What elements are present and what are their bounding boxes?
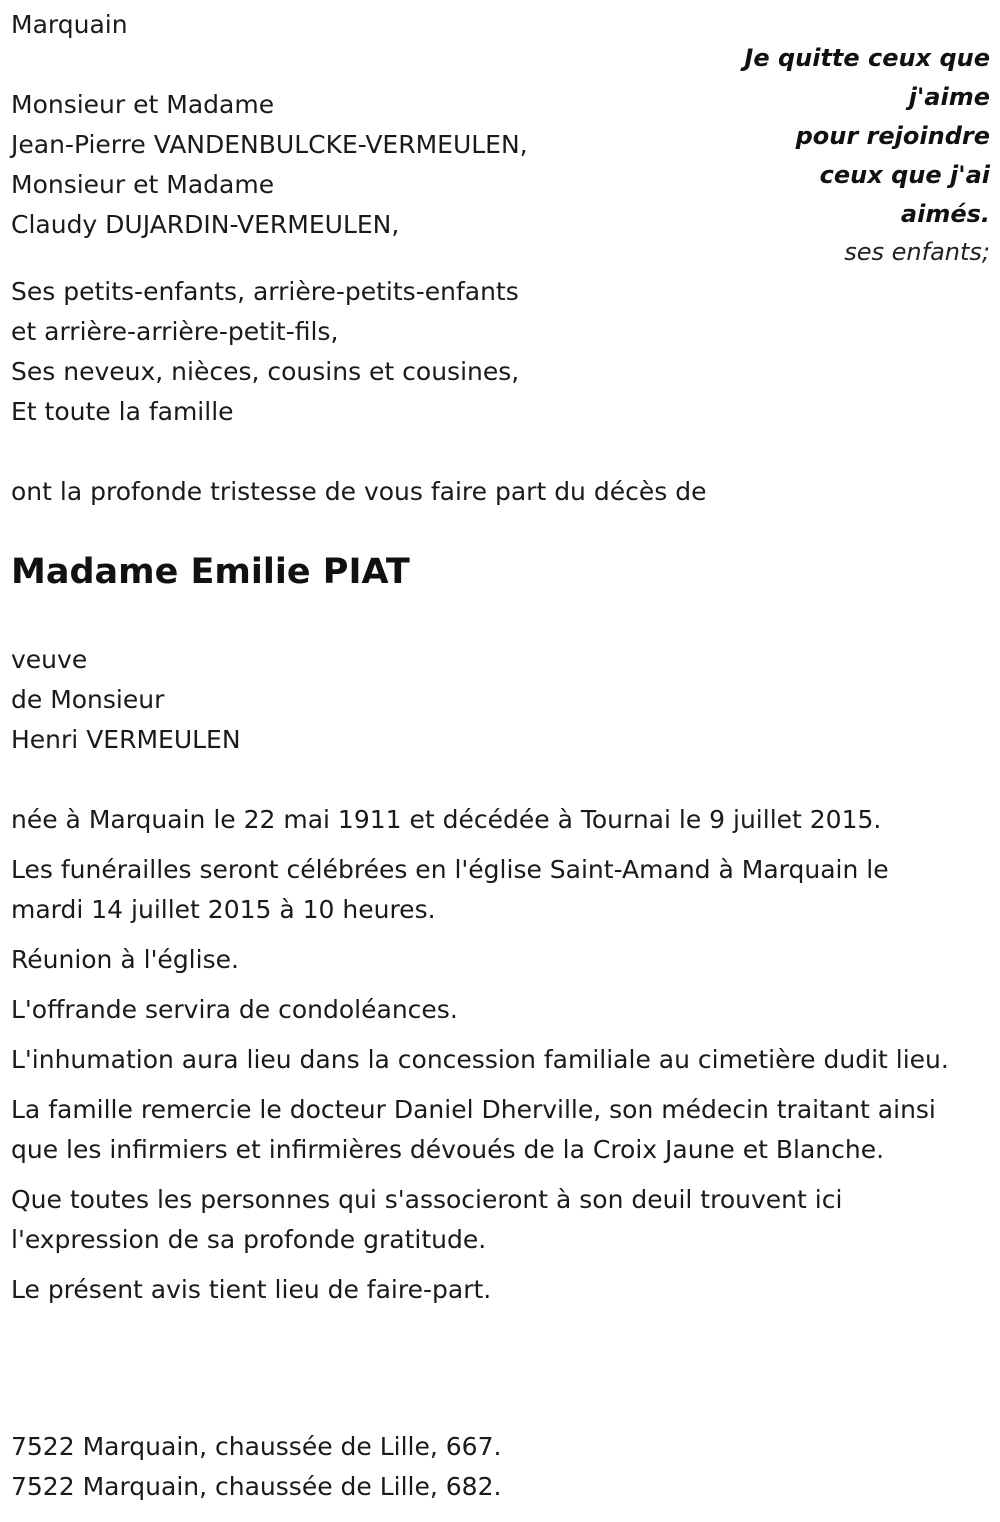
widow-block (11, 640, 241, 760)
quote-line: Je quitte ceux que (744, 44, 990, 72)
quote-line: aimés. (900, 200, 990, 228)
address-line: 7522 Marquain, chaussée de Lille, 682. (11, 1472, 502, 1501)
details-paragraph: L'inhumation aura lieu dans la concession familiale au cimetière dudit lieu. (11, 1045, 949, 1074)
family-line: Ses petits-enfants, arrière-petits-enfants (11, 277, 519, 306)
details-paragraph: Réunion à l'église. (11, 945, 239, 974)
family-line: Ses neveux, nièces, cousins et cousines, (11, 357, 520, 386)
details-paragraph: La famille remercie le docteur Daniel Dherville, son médecin traitant ainsi que les infirmiers et infirmières dévoués de la Croix Jaune et Blanche. (11, 1095, 936, 1164)
announcement-intro: ont la profonde tristesse de vous faire part du décès de (11, 477, 707, 506)
children-line: Monsieur et Madame (11, 90, 275, 119)
quote-signature: ses enfants; (844, 238, 990, 266)
family-line: Et toute la famille (11, 397, 234, 426)
children-block (11, 85, 528, 245)
details-paragraph: Le présent avis tient lieu de faire-part. (11, 1275, 492, 1304)
quote-line: j'aime (908, 83, 990, 111)
details-block (11, 800, 961, 1320)
place-name: Marquain (11, 10, 128, 39)
details-paragraph: Que toutes les personnes qui s'associeront à son deuil trouvent ici l'expression de sa profonde gratitude. (11, 1185, 843, 1254)
address-line: 7522 Marquain, chaussée de Lille, 667. (11, 1432, 502, 1461)
deceased-name: Madame Emilie PIAT (11, 552, 410, 592)
quote-block (744, 39, 990, 234)
family-block (11, 272, 519, 432)
widow-line: Henri VERMEULEN (11, 725, 241, 754)
details-paragraph: née à Marquain le 22 mai 1911 et décédée à Tournai le 9 juillet 2015. (11, 805, 882, 834)
children-line: Claudy DUJARDIN-VERMEULEN, (11, 210, 400, 239)
children-line: Monsieur et Madame (11, 170, 275, 199)
addresses-block (11, 1427, 501, 1507)
quote-line: ceux que j'ai (819, 161, 990, 189)
details-paragraph: Les funérailles seront célébrées en l'église Saint-Amand à Marquain le mardi 14 juillet 2015 à 10 heures. (11, 855, 889, 924)
details-paragraph: L'offrande servira de condoléances. (11, 995, 458, 1024)
widow-line: veuve (11, 645, 88, 674)
family-line: et arrière-arrière-petit-fils, (11, 317, 339, 346)
widow-line: de Monsieur (11, 685, 165, 714)
children-line: Jean-Pierre VANDENBULCKE-VERMEULEN, (11, 130, 528, 159)
quote-line: pour rejoindre (795, 122, 990, 150)
